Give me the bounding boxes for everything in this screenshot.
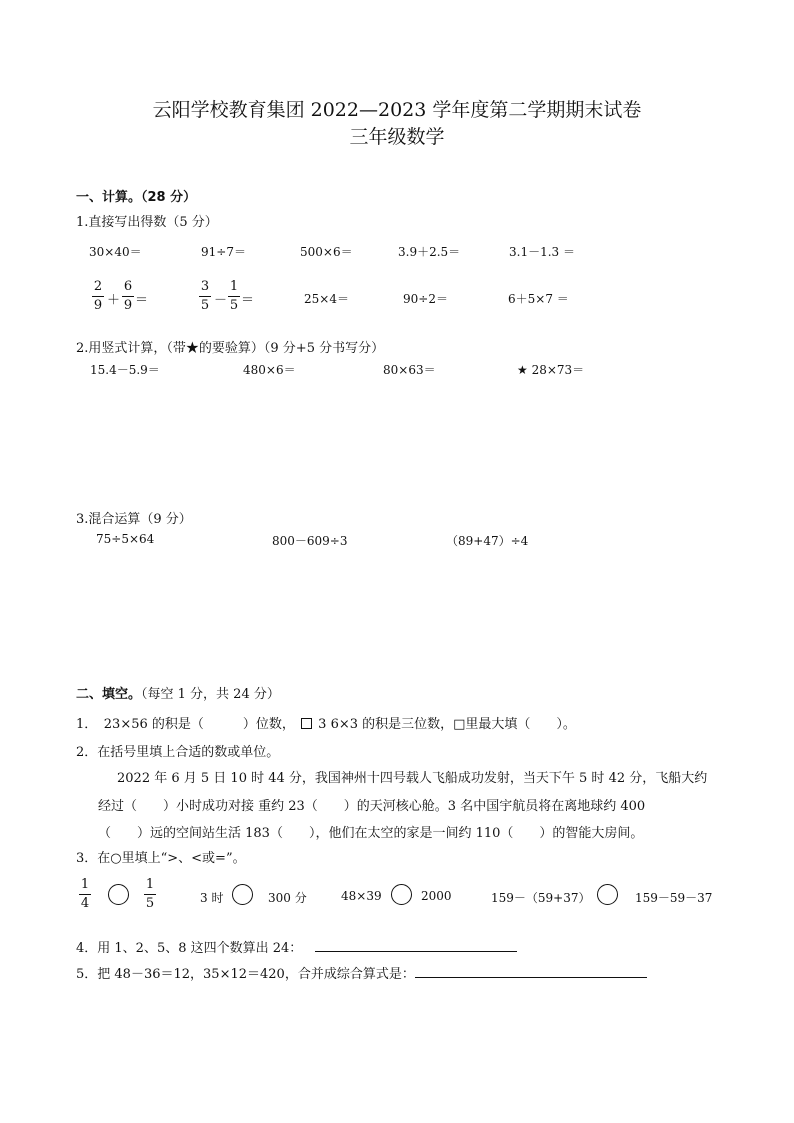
square-box-icon <box>301 718 312 729</box>
page-title: 云阳学校教育集团 2022—2023 学年度第二学期期末试卷 <box>152 99 642 121</box>
fraction <box>228 279 240 314</box>
compare-circle-icon[interactable] <box>108 884 129 905</box>
q1-row1-item: 500×6＝ <box>300 245 353 259</box>
q2-item: 80×63＝ <box>383 363 436 377</box>
q3-label: 3.混合运算（9 分） <box>76 512 192 527</box>
q1-row1-item: 3.9＋2.5＝ <box>398 245 461 259</box>
denominator: 5 <box>145 896 155 911</box>
compare-left: 48×39 <box>341 889 382 903</box>
fraction <box>144 877 156 912</box>
compare-circle-icon[interactable] <box>232 884 253 905</box>
answer-line[interactable] <box>415 977 647 978</box>
denominator: 5 <box>229 298 239 313</box>
q1-row1-item: 30×40＝ <box>89 245 142 259</box>
section2-title: 二、填空。 <box>76 687 142 702</box>
section2-score: （每空 1 分，共 24 分） <box>141 687 280 702</box>
compare-right: 159－59－37 <box>635 891 713 905</box>
equals-sign: ＝ <box>135 293 149 308</box>
q1-row2-item: 6＋5×7 ＝ <box>508 292 569 306</box>
fill-q3-label: 3．在○里填上“>、<或=”。 <box>76 851 246 866</box>
fill-q1 <box>76 713 576 732</box>
fill-q1-part-a: 1． 23×56 的积是（ ）位数， <box>76 717 295 732</box>
compare-circle-icon[interactable] <box>391 884 412 905</box>
denominator: 9 <box>123 298 133 313</box>
numerator: 6 <box>123 279 133 294</box>
operator: ＋ <box>107 293 121 308</box>
denominator: 9 <box>93 298 103 313</box>
numerator: 1 <box>145 877 155 892</box>
fill-q1-part-b: 3 6×3 的积是三位数，□里最大填（ ）。 <box>318 717 576 732</box>
fill-q2-line: 2022 年 6 月 5 日 10 时 44 分，我国神州十四号载人飞船成功发射，当天下午 5 时 42 分，飞船大约 <box>117 771 708 786</box>
q3-item: （89+47）÷4 <box>446 534 529 548</box>
operator: － <box>214 293 228 308</box>
section2-heading <box>76 683 280 702</box>
fraction <box>199 279 211 314</box>
q1-row2-item: 90÷2＝ <box>403 292 448 306</box>
q1-row1-item: 3.1－1.3 ＝ <box>509 245 575 259</box>
fill-q2-line: 经过（ ）小时成功对接 重约 23（ ）的天河核心舱。3 名中国宇航员将在离地球约 400 <box>98 799 646 814</box>
numerator: 1 <box>80 877 90 892</box>
page-subtitle: 三年级数学 <box>349 126 445 148</box>
fill-q4: 4．用 1、2、5、8 这四个数算出 24： <box>76 941 303 956</box>
q2-label: 2.用竖式计算，（带★的要验算）（9 分+5 分书写分） <box>76 341 385 356</box>
fill-q2-line: （ ）远的空间站生活 183（ ），他们在太空的家是一间约 110（ ）的智能大房间。 <box>98 826 644 841</box>
answer-line[interactable] <box>315 951 517 952</box>
q3-item: 800－609÷3 <box>272 534 348 548</box>
q1-label: 1.直接写出得数（5 分） <box>76 215 218 230</box>
q1-row2-item: 25×4＝ <box>304 292 349 306</box>
equals-sign: ＝ <box>241 293 255 308</box>
section1-heading <box>76 186 196 205</box>
q2-item: 480×6＝ <box>243 363 296 377</box>
numerator: 3 <box>200 279 210 294</box>
q2-item-starred: ★ 28×73＝ <box>517 363 585 377</box>
compare-left: 159－（59+37） <box>491 891 591 905</box>
section1-title: 一、计算。 <box>76 190 142 205</box>
compare-right: 2000 <box>421 889 452 903</box>
q2-item: 15.4－5.9＝ <box>90 363 160 377</box>
q1-row1-item: 91÷7＝ <box>201 245 246 259</box>
q3-item: 75÷5×64 <box>96 532 155 546</box>
compare-right: 300 分 <box>268 891 307 905</box>
denominator: 4 <box>80 896 90 911</box>
compare-circle-icon[interactable] <box>597 884 618 905</box>
fill-q2-label: 2．在括号里填上合适的数或单位。 <box>76 745 280 760</box>
numerator: 2 <box>93 279 103 294</box>
fill-q5: 5．把 48－36＝12，35×12＝420，合并成综合算式是： <box>76 967 415 982</box>
section1-score: （28 分） <box>141 190 197 205</box>
compare-left: 3 时 <box>200 891 224 905</box>
numerator: 1 <box>229 279 239 294</box>
fraction <box>79 877 91 912</box>
fraction <box>122 279 134 314</box>
fraction <box>92 279 104 314</box>
denominator: 5 <box>200 298 210 313</box>
